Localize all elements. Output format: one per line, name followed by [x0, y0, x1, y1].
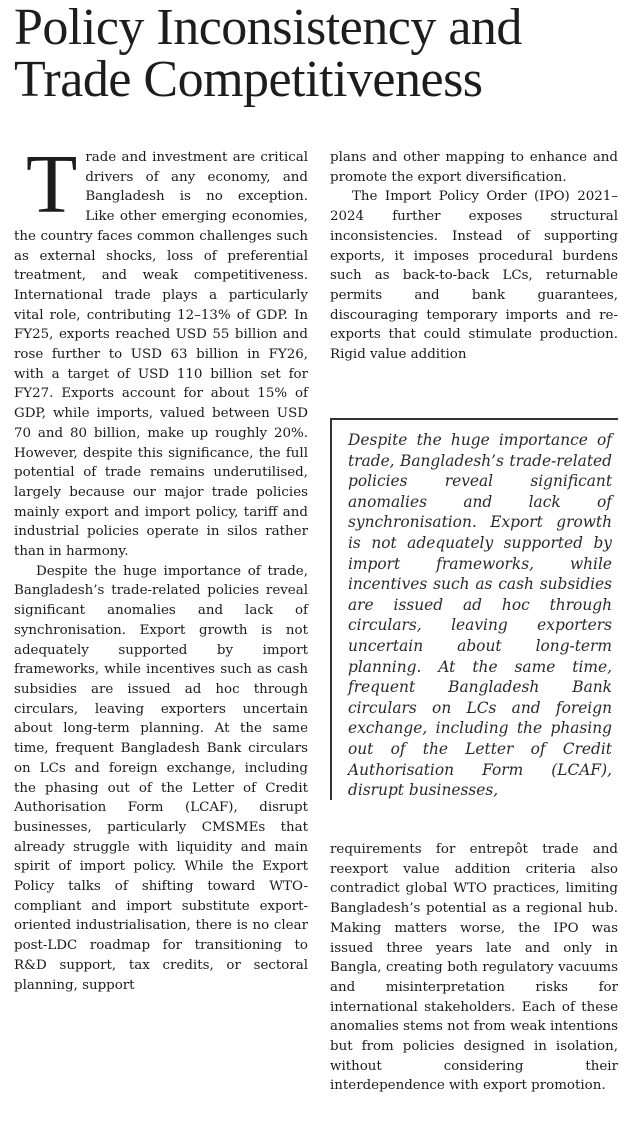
body-paragraph-1-text: rade and investment are critical drivers of any economy, and Bangladesh is no exception. Like other emerging economies, the country faces common challenges such as external shocks, loss of preferential treatment, and weak competitiveness. International trade plays a particularly vital role, contributing 12–13% of GDP. In FY25, exports reached USD 55 billion and rose further to USD 63 billion in FY26, with a target of USD 110 billion set for FY27. Exports account for about 15% of GDP, while imports, valued between USD 70 and 80 billion, make up roughly 20%. However, despite this significance, the full potential of trade remains underutilised, largely because our major trade policies mainly export and import policy, tariff and industrial policies operate in silos rather than in harmony. [14, 150, 308, 560]
pull-quote-text: Despite the huge importance of trade, Bangladesh’s trade-related policies reveal significant anomalies and lack of synchronisation. Export growth is not adequately supported by import frameworks, while incentives such as cash subsidies are issued ad hoc through circulars, leaving exporters uncertain about long-term planning. At the same time, frequent Bangladesh Bank circulars on LCs and foreign exchange, including the phasing out of the Letter of Credit Authorisation Form (LCAF), disrupt businesses, [348, 431, 612, 800]
right-column-bottom [330, 840, 618, 1096]
left-column [14, 138, 308, 995]
body-paragraph-1 [14, 138, 308, 562]
article-title: Policy Inconsistency and Trade Competitiveness [14, 0, 522, 108]
drop-cap: T [26, 138, 78, 231]
body-paragraph-3: plans and other mapping to enhance and promote the export diversification. [330, 150, 618, 185]
right-column-top [330, 148, 618, 365]
pull-quote [330, 418, 618, 800]
body-paragraph-2: Despite the huge importance of trade, Bangladesh’s trade-related policies reveal significant anomalies and lack of synchronisation. Export growth is not adequately supported by import frameworks, while incentives such as cash subsidies are issued ad hoc through circulars, leaving exporters uncertain about long-term planning. At the same time, frequent Bangladesh Bank circulars on LCs and foreign exchange, including the phasing out of the Letter of Credit Authorisation Form (LCAF), disrupt businesses, particularly CMSMEs that already struggle with liquidity and main spirit of import policy. While the Export Policy talks of shifting toward WTO-compliant and import substitute export-oriented industrialisation, there is no clear post-LDC roadmap for transitioning to R&D support, tax credits, or sectoral planning, support [14, 563, 308, 993]
body-paragraph-5: requirements for entrepôt trade and reexport value addition criteria also contradict global WTO practices, limiting Bangladesh’s potential as a regional hub. Making matters worse, the IPO was issued three years late and only in Bangla, creating both regulatory vacuums and misinterpretation risks for international stakeholders. Each of these anomalies stems not from weak intentions but from policies designed in isolation, without considering their interdependence with export promotion. [330, 842, 618, 1094]
body-paragraph-4: The Import Policy Order (IPO) 2021–2024 further exposes structural inconsistencies. Instead of supporting exports, it imposes procedural burdens such as back-to-back LCs, returnable permits and bank guarantees, discouraging temporary imports and re-exports that could stimulate production. Rigid value addition [330, 189, 618, 363]
